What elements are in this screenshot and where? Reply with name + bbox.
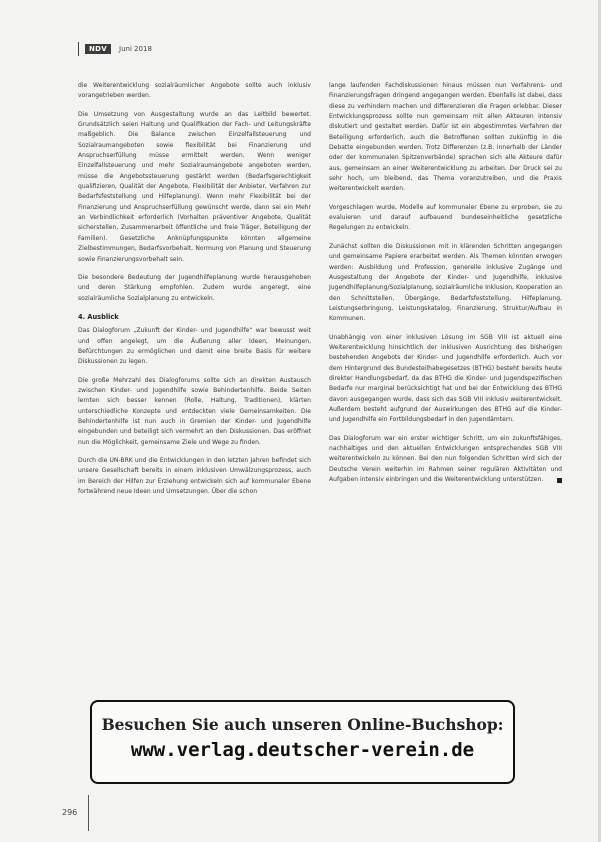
end-of-article-mark <box>557 478 562 483</box>
paragraph: Unabhängig von einer inklusiven Lösung im SGB VIII ist aktuell eine Weiterentwicklung hinsichtlich der inklusiven Ausrichtung des bisherigen bestehenden Angebots der Kinder- und Jugendhilfe erforderlich. Auch vor dem Hintergrund des Bundesteilhabegesetzes (BTHG) besteht bereits heute direkter Handlungsbedarf, da das BTHG die Kinder- und Jugendspezifischen Bedarfe nur marginal berücksichtigt hat und bei der Entwicklung des BTHG davon ausgegangen wurde, dass sich das SGB VIII inklusiv weiterentwickelt. Außerdem besteht aufgrund der Auswirkungen des BTHG auf die Kinder- und Jugendhilfe ein Fortbildungsbedarf in den Jugendämtern. <box>329 333 562 424</box>
journal-badge: NDV <box>85 44 111 54</box>
paragraph: Die Umsetzung von Ausgestaltung wurde an das Leitbild bewertet. Grundsätzlich seien Haltung und Qualifikation der Fach- und Leitungskräfte maßgeblich. Die Balance zwischen Einzelfallsteuerung und Sozialraumangeboten sowie flexibilität bei Finanzierung und Anspruchserfüllung müsse ermittelt werden. Wenn weniger Einzelfallsteuerung und mehr Sozialraumangebote angeboten werden, müsse die Angebotssteuerung gestärkt werden (Bedarfsgerechtigkeit qualifizieren, Qualität der Angebote, Flexibilität der Anbieter, Verfahren zur Bedarfsfeststellung und Hilfeplanung). Wenn mehr Flexibilität bei der Finanzierung und Anspruchserfüllung gewünscht werde, dann sei ein Mehr an Verbindlichkeit erforderlich (Vorhalten präventiver Angebote, Qualität sicherstellen, Zusammenarbeit öffentliche und freie Träger, Beteiligung der Familien). Gesetzliche Anknüpfungspunkte könnten allgemeine Zielbestimmungen, Bedarfsvorbehalt, Normung von Planung und Steuerung sowie Finanzierungsvorbehalt sein. <box>78 110 311 263</box>
right-column <box>329 81 562 493</box>
section-heading: 4. Ausblick <box>78 312 119 321</box>
paragraph: die Weiterentwicklung sozialräumlicher Angebote sollte auch inklusiv vorangetrieben werden. <box>78 82 311 100</box>
paragraph: lange laufenden Fachdiskussionen hinaus müssen nun Verfahrens- und Finanzierungsfragen dringend angegangen werden. Ebenfalls ist dabei, dass diese zu verhindern machen und differenzieren die Fragen erlebbar. Dieser Entwicklungsprozess sollte nun gemeinsam mit allen Akteuren intensiv diskutiert und gestaltet werden. Dafür ist ein abgestimmtes Verfahren der Beteiligung erforderlich, auch die Betroffenen sollten zukünftig in die Debatte eingebunden werden. Trotz Differenzen (z.B. innerhalb der Länder oder der kommunalen Spitzenverbände) sprachen sich alle Akteure dafür aus, gemeinsam an einer Weiterentwicklung zu arbeiten. Der Druck sei zu sehr hoch, um bleibend, das Thema voranzutreiben, und die Praxis weiterentwickelt werden. <box>329 82 562 193</box>
paragraph: Durch die UN-BRK und die Entwicklungen in den letzten Jahren befindet sich unsere Gesellschaft bereits in einem inklusiven Umwälzungsprozess, auch im Bereich der Hilfen zur Erziehung entwickeln sich auf kommunaler Ebene fortwährend neue Ideen und Umsetzungen. Über die schon <box>78 457 311 496</box>
paragraph: Die große Mehrzahl des Dialogforums sollte sich an direkten Austausch zwischen Kinder- und Jugendhilfe sowie Behindertenhilfe. Beide Seiten lernten sich besser kennen (Rolle, Haltung, Traditionen), klärten unterschiedliche Konzepte und entdeckten viele Gemeinsamkeiten. Die Behindertenhilfe ist nun auch in Gremien der Kinder- und Jugendhilfe eingebunden und beteiligt sich vermehrt an den Diskussionen. Das eröffnet nun die Möglichkeit, gemeinsame Ziele und Wege zu finden. <box>78 376 311 446</box>
ad-headline: Besuchen Sie auch unseren Online-Buchshop: <box>101 715 504 734</box>
paragraph: Das Dialogforum „Zukunft der Kinder- und Jugendhilfe“ war bewusst weit und offen angelegt, um die Äußerung aller Ideen, Meinungen, Befürchtungen zu ermöglichen und damit eine breite Basis für weitere Diskussionen zu legen. <box>78 327 311 366</box>
paragraph: Die besondere Bedeutung der Jugendhilfeplanung wurde herausgehoben und deren Stärkung empfohlen. Zudem wurde angeregt, eine sozialräumliche Sozialplanung zu entwickeln. <box>78 273 311 302</box>
paragraph-text: Das Dialogforum war ein erster wichtiger Schritt, um ein zukunftsfähiges, nachhaltiges und den aktuellen Entwicklungen entsprechendes SGB VIII weiterentwickeln zu können. Bei den nun folgenden Schritten wird sich der Deutsche Verein weiterhin im Rahmen seiner regulären Aktivitäten und Aufgaben intensiv einbringen und die Weiterentwicklung unterstützen. <box>329 434 562 484</box>
paragraph: Zunächst sollten die Diskussionen mit in klärenden Schritten angegangen und gemeinsame Papiere erarbeitet werden. Als Themen könnten erwogen werden: Ausbildung und Profession, generelle inklusive Zugänge und Ausgestaltung der Angebote der Kinder- und Jugendhilfe, inklusive Jugendhilfeplanung/Sozialplanung, sozialräumliche Inklusion, Kooperation an den Schnittstellen, Übergänge, Bedarfsfeststellung, Hilfeplanung, Leistungserbringung, Leistungskatalog, Finanzierung, Struktur/Aufbau in Kommunen. <box>329 242 562 323</box>
online-shop-ad[interactable] <box>90 700 515 784</box>
paragraph-last <box>329 434 562 486</box>
issue-date: Juni 2018 <box>119 45 152 53</box>
left-column <box>78 81 311 505</box>
header-rule <box>78 42 79 56</box>
page-number: 296 <box>62 808 78 817</box>
footer-rule <box>88 795 89 831</box>
page-header <box>78 42 152 56</box>
paragraph: Vorgeschlagen wurde, Modelle auf kommunaler Ebene zu erproben, sie zu evaluieren und darauf aufbauend bundeseinheitliche gesetzliche Regelungen zu entwickeln. <box>329 203 562 232</box>
ad-url-link[interactable]: www.verlag.deutscher-verein.de <box>130 739 475 761</box>
